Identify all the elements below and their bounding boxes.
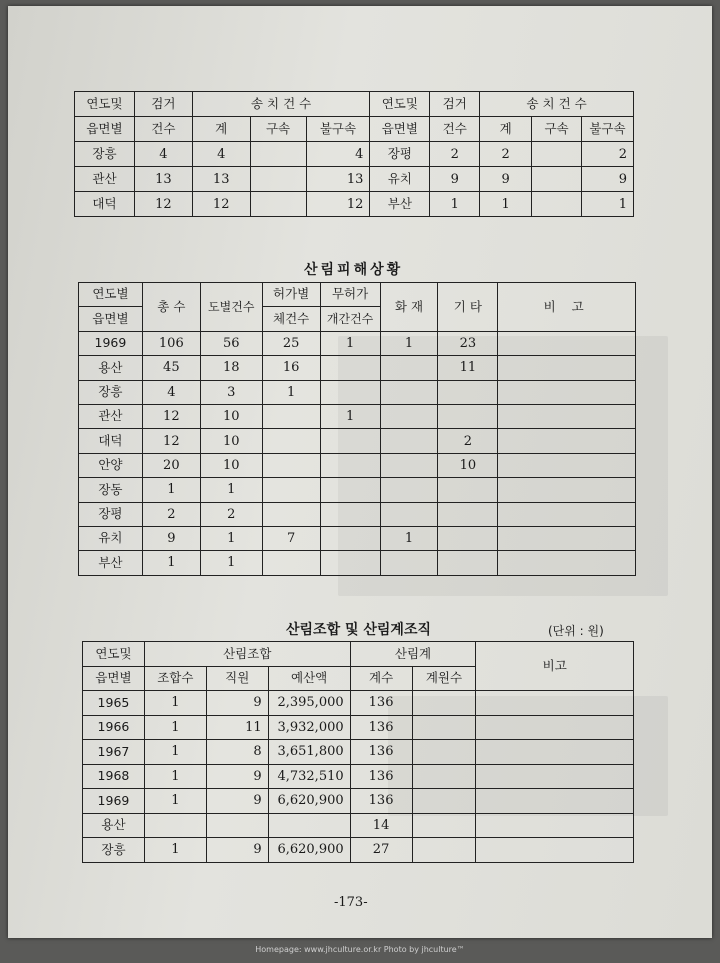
header-unpermit: 무허가 [320,283,380,307]
header-measure: 송 치 건 수 [192,92,370,117]
note-cell [498,380,636,404]
fire-count [380,380,438,404]
forest-count: 136 [350,691,412,716]
province-count: 10 [200,429,262,453]
header-arrest: 건수 [430,117,480,142]
forest-damage-table [78,282,636,576]
header-arrest: 건수 [134,117,192,142]
province-count: 1 [200,478,262,502]
arrest-count: 12 [134,192,192,217]
unpermit-count [320,356,380,380]
region-name: 장흥 [83,838,145,863]
table-row [83,715,634,740]
not-detained-count: 9 [581,167,633,192]
other-count [438,502,498,526]
staff-count: 9 [206,838,268,863]
fire-count [380,429,438,453]
other-count [438,404,498,428]
forest-damage-title: 산림피해상황 [304,262,404,278]
total-count: 9 [480,167,532,192]
arrest-count: 2 [430,142,480,167]
union-count: 1 [144,789,206,814]
table-row [79,331,636,355]
province-count: 3 [200,380,262,404]
note-cell [476,789,634,814]
header-detained: 구속 [532,117,582,142]
other-count: 10 [438,453,498,477]
fire-count: 1 [380,331,438,355]
forest-count: 27 [350,838,412,863]
region-name: 1969 [83,789,145,814]
note-cell [476,838,634,863]
header-arrest: 검거 [134,92,192,117]
header-measure: 송 치 건 수 [480,92,634,117]
region-name: 장흥 [79,380,143,404]
budget-amount [268,813,350,838]
table-row [83,813,634,838]
forest-count: 136 [350,740,412,765]
region-name: 용산 [83,813,145,838]
not-detained-count: 13 [306,167,370,192]
table-row [83,789,634,814]
table-row [79,502,636,526]
header-total: 계 [480,117,532,142]
region-name: 관산 [79,404,143,428]
member-count [412,789,476,814]
staff-count: 8 [206,740,268,765]
unpermit-count [320,526,380,550]
unpermit-count [320,478,380,502]
arrest-count: 1 [430,192,480,217]
fire-count [380,478,438,502]
fire-count [380,502,438,526]
union-count: 1 [144,764,206,789]
header-total: 총 수 [142,283,200,332]
table-row [79,551,636,575]
table-row [79,478,636,502]
header-region: 연도별 [79,283,143,307]
forest-union-table [82,641,634,863]
other-count: 2 [438,429,498,453]
header-forest-count: 계수 [350,666,412,691]
total-count: 20 [142,453,200,477]
unpermit-count [320,380,380,404]
permit-count [262,429,320,453]
header-union: 산림조합 [144,642,350,667]
header-region: 연도및 [75,92,135,117]
permit-count [262,478,320,502]
region-name: 관산 [75,167,135,192]
region-name: 장평 [79,502,143,526]
budget-amount: 2,395,000 [268,691,350,716]
note-cell [476,813,634,838]
note-cell [498,551,636,575]
permit-count: 7 [262,526,320,550]
note-cell [498,478,636,502]
arrest-count: 9 [430,167,480,192]
header-union-count: 조합수 [144,666,206,691]
permit-count: 1 [262,380,320,404]
region-name: 유치 [370,167,430,192]
budget-amount: 6,620,900 [268,838,350,863]
total-count: 106 [142,331,200,355]
province-count: 18 [200,356,262,380]
total-count: 12 [142,404,200,428]
total-count: 9 [142,526,200,550]
header-unpermit: 개간건수 [320,307,380,331]
member-count [412,691,476,716]
forest-count: 136 [350,789,412,814]
table-row [83,740,634,765]
header-budget: 예산액 [268,666,350,691]
unpermit-count [320,551,380,575]
detained-count [250,142,306,167]
permit-count [262,404,320,428]
province-count: 2 [200,502,262,526]
table-row [83,764,634,789]
other-count [438,551,498,575]
note-cell [498,526,636,550]
total-count: 4 [192,142,250,167]
unpermit-count [320,502,380,526]
note-cell [498,453,636,477]
total-count: 1 [142,478,200,502]
province-count: 10 [200,453,262,477]
note-cell [476,715,634,740]
union-count [144,813,206,838]
province-count: 1 [200,526,262,550]
note-cell [476,740,634,765]
province-count: 10 [200,404,262,428]
not-detained-count: 12 [306,192,370,217]
fire-count [380,404,438,428]
note-cell [498,356,636,380]
forest-count: 136 [350,764,412,789]
fire-count [380,453,438,477]
header-permit: 체건수 [262,307,320,331]
other-count: 11 [438,356,498,380]
total-count: 4 [142,380,200,404]
unpermit-count: 1 [320,331,380,355]
not-detained-count: 4 [306,142,370,167]
table-row [79,453,636,477]
total-count: 12 [142,429,200,453]
staff-count: 9 [206,764,268,789]
header-other: 기 타 [438,283,498,332]
header-region: 읍면별 [75,117,135,142]
fire-count: 1 [380,526,438,550]
note-cell [498,404,636,428]
table-row [75,192,634,217]
footer-credit: Homepage: www.jhculture.or.kr Photo by jhculture™ [255,945,465,954]
permit-count [262,453,320,477]
detained-count [250,167,306,192]
region-name: 장평 [370,142,430,167]
note-cell [498,502,636,526]
permit-count: 25 [262,331,320,355]
arrest-table [74,91,634,217]
header-region: 읍면별 [83,666,145,691]
other-count [438,526,498,550]
note-cell [476,764,634,789]
region-name: 대덕 [79,429,143,453]
header-by-province: 도별건수 [200,283,262,332]
region-name: 대덕 [75,192,135,217]
not-detained-count: 1 [581,192,633,217]
region-name: 1965 [83,691,145,716]
arrest-count: 13 [134,167,192,192]
total-count: 1 [142,551,200,575]
region-name: 1967 [83,740,145,765]
member-count [412,813,476,838]
union-count: 1 [144,740,206,765]
forest-count: 136 [350,715,412,740]
header-region: 읍면별 [79,307,143,331]
union-count: 1 [144,691,206,716]
province-count: 56 [200,331,262,355]
unit-label: (단위 : 원) [548,624,604,638]
region-name: 1968 [83,764,145,789]
budget-amount: 6,620,900 [268,789,350,814]
header-region: 연도및 [83,642,145,667]
detained-count [532,167,582,192]
staff-count: 9 [206,789,268,814]
unpermit-count [320,453,380,477]
header-permit: 허가별 [262,283,320,307]
union-count: 1 [144,838,206,863]
total-count: 45 [142,356,200,380]
unpermit-count: 1 [320,404,380,428]
header-region: 연도및 [370,92,430,117]
fire-count [380,356,438,380]
budget-amount: 3,932,000 [268,715,350,740]
province-count: 1 [200,551,262,575]
table-row [79,356,636,380]
total-count: 12 [192,192,250,217]
detained-count [532,192,582,217]
other-count [438,478,498,502]
page-number: -173- [334,895,368,910]
region-name: 용산 [79,356,143,380]
fire-count [380,551,438,575]
region-name: 안양 [79,453,143,477]
table-row [75,142,634,167]
total-count: 2 [142,502,200,526]
table-row [83,691,634,716]
region-name: 1969 [79,331,143,355]
permit-count [262,551,320,575]
staff-count [206,813,268,838]
not-detained-count: 2 [581,142,633,167]
table-row [83,838,634,863]
table-row [79,526,636,550]
region-name: 유치 [79,526,143,550]
member-count [412,838,476,863]
permit-count: 16 [262,356,320,380]
note-cell [498,331,636,355]
table-row [79,380,636,404]
region-name: 장흥 [75,142,135,167]
header-staff: 직원 [206,666,268,691]
header-not-detained: 불구속 [581,117,633,142]
header-arrest: 검거 [430,92,480,117]
member-count [412,740,476,765]
header-region: 읍면별 [370,117,430,142]
detained-count [250,192,306,217]
header-note: 비고 [476,642,634,691]
permit-count [262,502,320,526]
unpermit-count [320,429,380,453]
header-fire: 화 재 [380,283,438,332]
total-count: 1 [480,192,532,217]
header-note: 비 고 [498,283,636,332]
region-name: 부산 [370,192,430,217]
other-count [438,380,498,404]
header-members: 계원수 [412,666,476,691]
detained-count [532,142,582,167]
budget-amount: 3,651,800 [268,740,350,765]
staff-count: 9 [206,691,268,716]
header-total: 계 [192,117,250,142]
forest-count: 14 [350,813,412,838]
header-forest: 산림계 [350,642,476,667]
table-row [79,429,636,453]
total-count: 13 [192,167,250,192]
note-cell [476,691,634,716]
region-name: 부산 [79,551,143,575]
header-detained: 구속 [250,117,306,142]
table-row [75,167,634,192]
region-name: 장동 [79,478,143,502]
note-cell [498,429,636,453]
forest-union-title: 산림조합 및 산림계조직 [286,622,431,638]
region-name: 1966 [83,715,145,740]
staff-count: 11 [206,715,268,740]
total-count: 2 [480,142,532,167]
other-count: 23 [438,331,498,355]
table-row [79,404,636,428]
union-count: 1 [144,715,206,740]
budget-amount: 4,732,510 [268,764,350,789]
member-count [412,715,476,740]
member-count [412,764,476,789]
header-not-detained: 불구속 [306,117,370,142]
arrest-count: 4 [134,142,192,167]
